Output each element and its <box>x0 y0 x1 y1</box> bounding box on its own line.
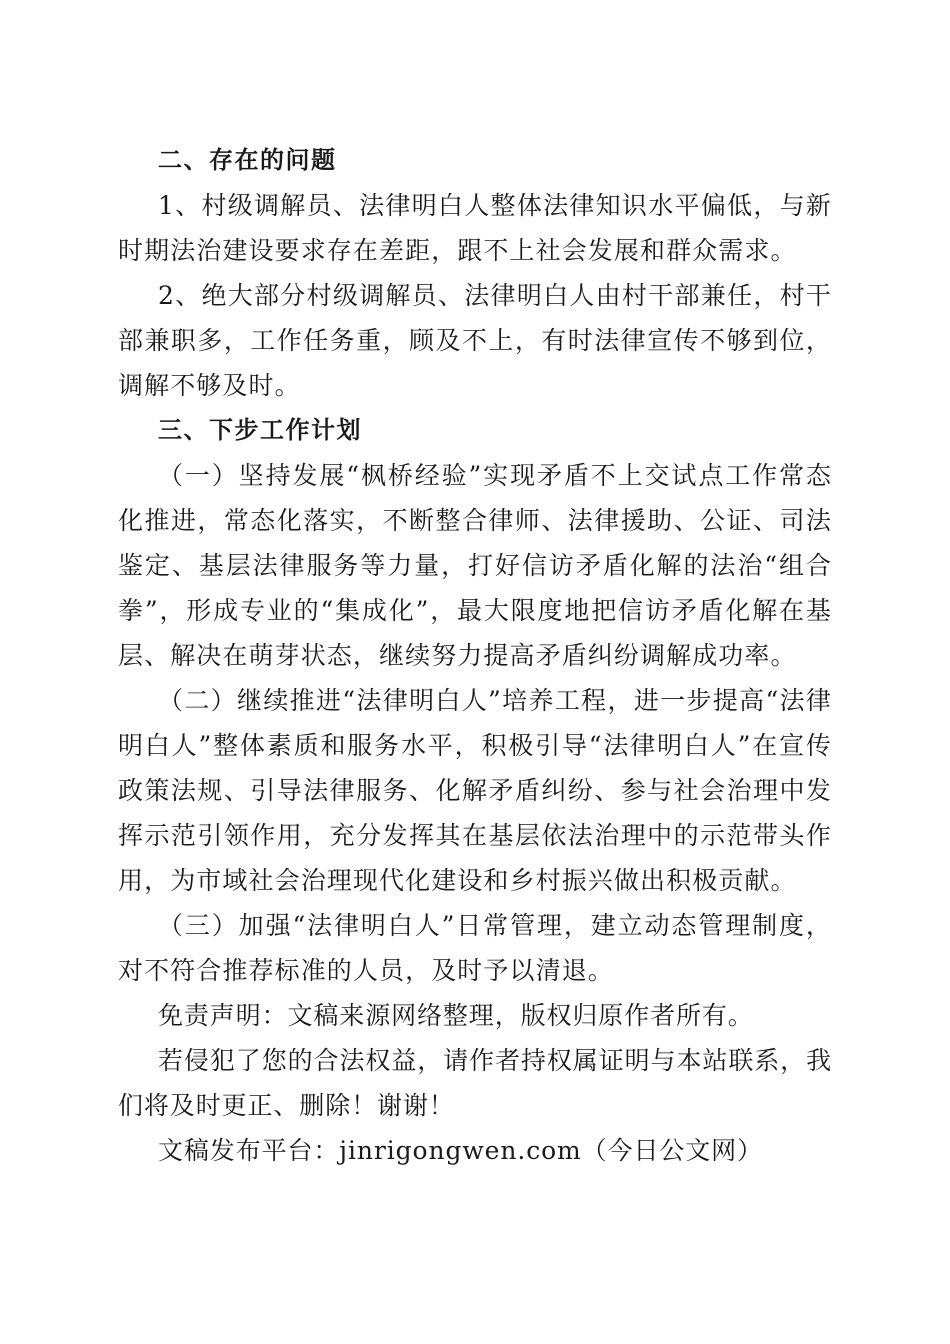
disclaimer-text: 免责声明：文稿来源网络整理，版权归原作者所有。 <box>158 1001 754 1030</box>
plan-paragraph-1: （一）坚持发展“枫桥经验”实现矛盾不上交试点工作常态化推进，常态化落实，不断整合律师、法律援助、公证、司法鉴定、基层法律服务等力量，打好信访矛盾化解的法治“组合拳”，形成专业的“集成化”，最大限度地把信访矛盾化解在基层、解决在萌芽状态，继续努力提高矛盾纠纷调解成功率。 <box>118 461 832 670</box>
section-heading-next-plan: 三、下步工作计划 <box>158 416 362 444</box>
publishing-platform: 文稿发布平台：jinrigongwen.com（今日公文网） <box>158 1136 763 1165</box>
problem-paragraph-2: 2、绝大部分村级调解员、法律明白人由村干部兼任，村干部兼职多，工作任务重，顾及不上，有时法律宣传不够到位，调解不够及时。 <box>118 281 832 400</box>
infringement-notice: 若侵犯了您的合法权益，请作者持权属证明与本站联系，我们将及时更正、删除！谢谢！ <box>118 1046 832 1120</box>
section-heading-problems: 二、存在的问题 <box>158 146 337 174</box>
problem-paragraph-1: 1、村级调解员、法律明白人整体法律知识水平偏低，与新时期法治建设要求存在差距，跟不上社会发展和群众需求。 <box>118 191 832 265</box>
plan-paragraph-2: （二）继续推进“法律明白人”培养工程，进一步提高“法律明白人”整体素质和服务水平，积极引导“法律明白人”在宣传政策法规、引导法律服务、化解矛盾纠纷、参与社会治理中发挥示范引领作用，充分发挥其在基层依法治理中的示范带头作用，为市域社会治理现代化建设和乡村振兴做出积极贡献。 <box>118 686 832 895</box>
plan-paragraph-3: （三）加强“法律明白人”日常管理，建立动态管理制度，对不符合推荐标准的人员，及时予以清退。 <box>118 911 832 985</box>
document-page <box>118 138 832 1173</box>
